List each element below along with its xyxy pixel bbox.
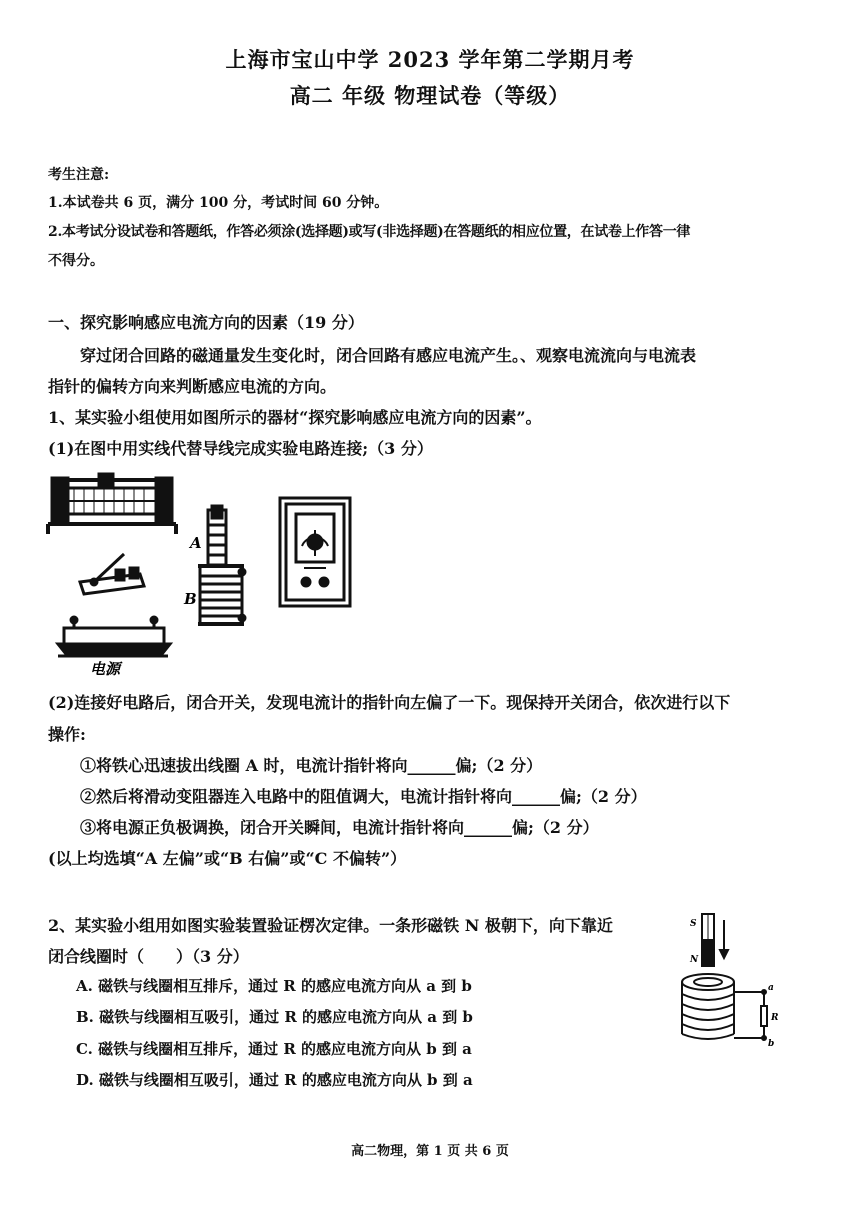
notice-item-2: 2.本考试分设试卷和答题纸，作答必须涂(选择题)或写(非选择题)在答题纸的相应位置，在试卷上作答一律 (48, 224, 691, 240)
notice-item-3: 不得分。 (48, 253, 104, 269)
terminal-a-label: a (768, 983, 774, 993)
coil-drawing (682, 974, 734, 1039)
coil-a-label: A (190, 534, 202, 552)
magnet-s-label: S (690, 919, 697, 929)
terminal-b-label: b (768, 1039, 775, 1049)
question-2-stem-line-2: 闭合线圈时（ ）（3 分） (48, 947, 249, 966)
coil-b-label: B (184, 590, 197, 608)
magnet-n-label: N (690, 955, 699, 965)
page-footer: 高二物理，第 1 页 共 6 页 (351, 1144, 509, 1159)
magnet-coil-figure (676, 910, 786, 1050)
galvanometer-drawing (280, 498, 350, 606)
coils-drawing (198, 506, 245, 624)
resistor-r-label: R (771, 1013, 779, 1023)
question-1-hint: (以上均选填“A 左偏”或“B 右偏”或“C 不偏转”） (48, 849, 407, 868)
question-1-op-3: ③将电源正负极调换，闭合开关瞬间，电流计指针将向______偏;（2 分） (80, 818, 599, 837)
question-1-part-1: (1)在图中用实线代替导线完成实验电路连接;（3 分） (48, 439, 433, 458)
power-supply-drawing (58, 617, 170, 656)
question-1-op-1: ①将铁心迅速拔出线圈 A 时，电流计指针将向______偏;（2 分） (80, 756, 543, 775)
notice-item-1: 1.本试卷共 6 页，满分 100 分，考试时间 60 分钟。 (48, 195, 389, 211)
section-1-title: 一、探究影响感应电流方向的因素（19 分） (48, 313, 364, 332)
section-1-intro-2: 指针的偏转方向来判断感应电流的方向。 (48, 377, 337, 396)
bar-magnet-drawing (702, 914, 714, 966)
question-1-part-2-line-2: 操作: (48, 725, 86, 744)
power-supply-label: 电源 (90, 660, 121, 678)
question-2-option-c: C. 磁铁与线圈相互排斥，通过 R 的感应电流方向从 b 到 a (76, 1040, 472, 1058)
question-2-option-b: B. 磁铁与线圈相互吸引，通过 R 的感应电流方向从 a 到 b (76, 1008, 473, 1026)
rheostat-drawing (48, 474, 176, 534)
switch-drawing (80, 554, 144, 594)
apparatus-figure (44, 470, 364, 680)
question-1-stem: 1、某实验小组使用如图所示的器材“探究影响感应电流方向的因素”。 (48, 408, 542, 427)
motion-arrow-icon (720, 920, 728, 958)
exam-title: 上海市宝山中学 2023 学年第二学期月考 (225, 47, 635, 72)
section-1-intro-1: 穿过闭合回路的磁通量发生变化时，闭合回路有感应电流产生。、观察电流流向与电流表 (80, 346, 697, 365)
question-2-option-d: D. 磁铁与线圈相互吸引，通过 R 的感应电流方向从 b 到 a (76, 1071, 473, 1089)
question-1-part-2-line-1: (2)连接好电路后，闭合开关，发现电流计的指针向左偏了一下。现保持开关闭合，依次进行以下 (48, 693, 731, 712)
question-1-op-2: ②然后将滑动变阻器连入电路中的阻值调大，电流计指针将向______偏;（2 分） (80, 787, 647, 806)
notice-heading: 考生注意: (48, 167, 110, 183)
resistor-circuit-drawing (734, 990, 767, 1040)
question-2-stem-line-1: 2、某实验小组用如图实验装置验证楞次定律。一条形磁铁 N 极朝下，向下靠近 (48, 916, 613, 935)
question-2-option-a: A. 磁铁与线圈相互排斥，通过 R 的感应电流方向从 a 到 b (76, 977, 472, 995)
exam-subtitle: 高二 年级 物理试卷（等级） (289, 83, 571, 108)
